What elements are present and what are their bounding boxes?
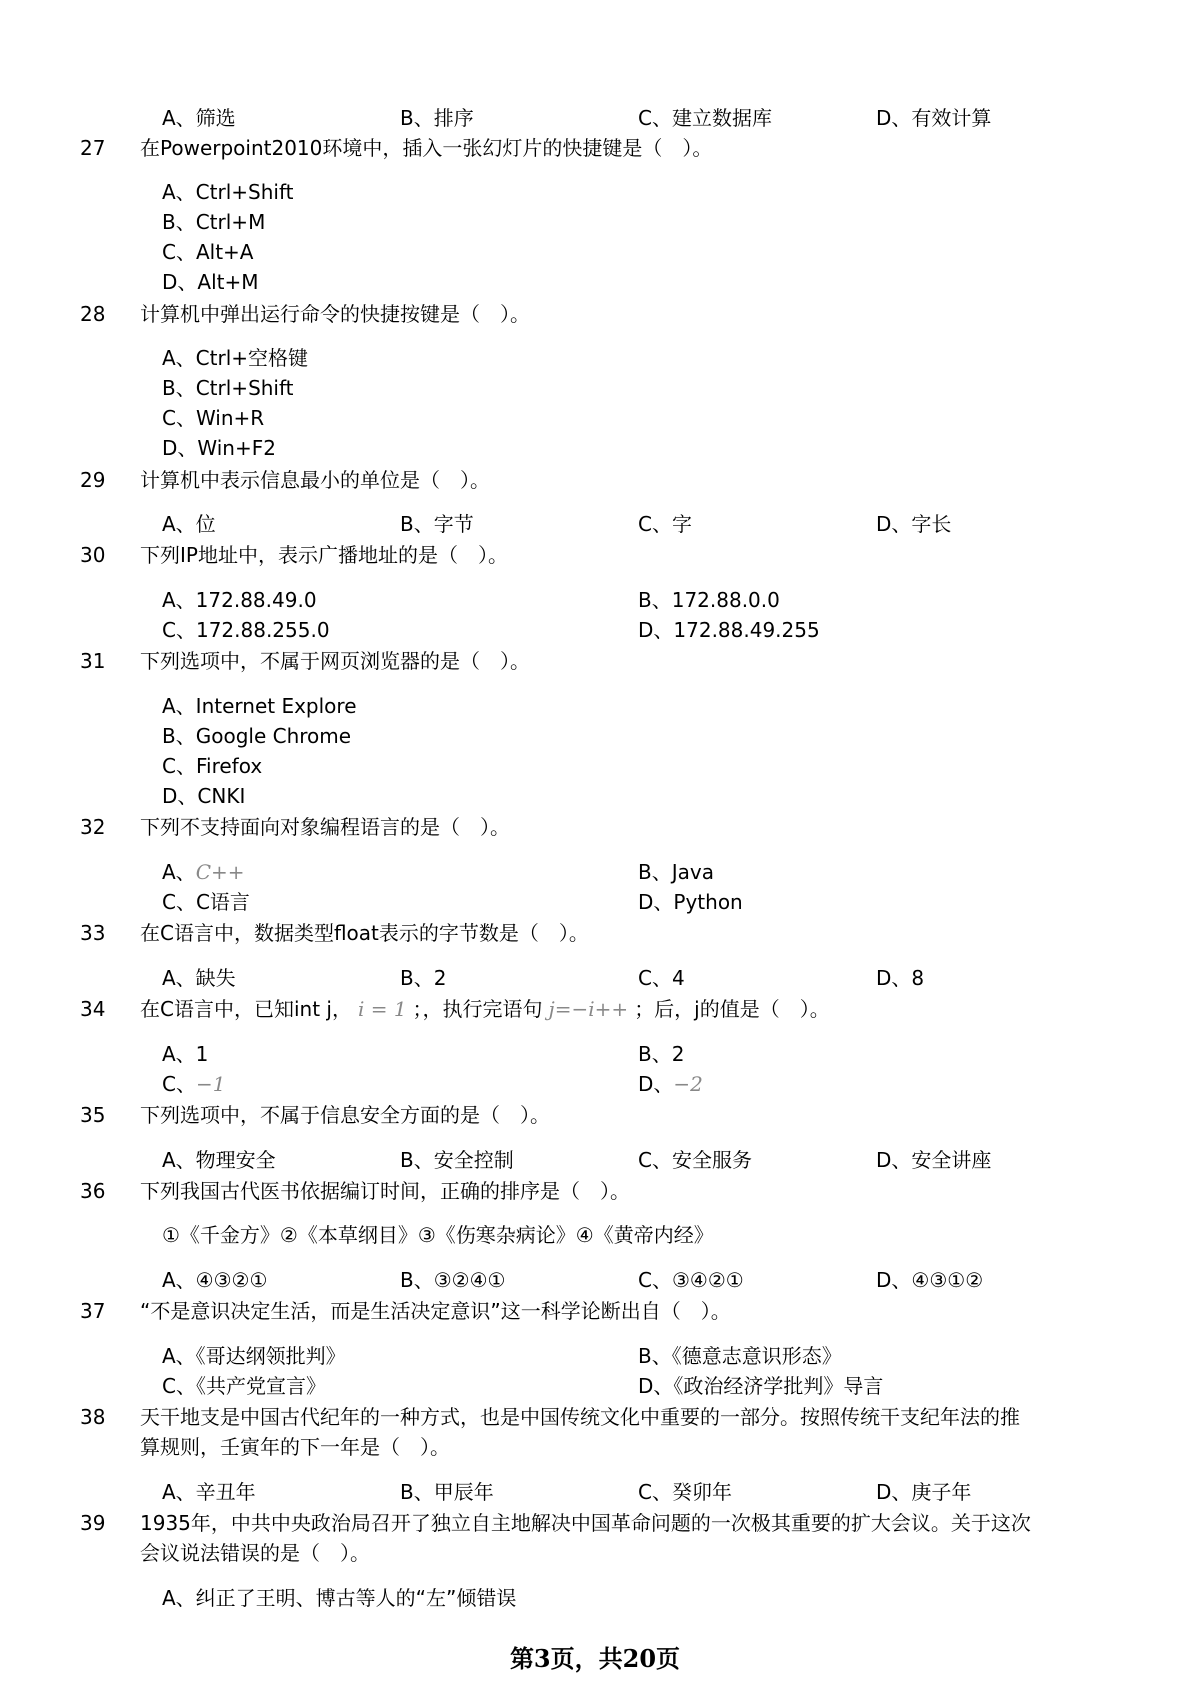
question-number: 38 — [80, 1405, 106, 1429]
answer-option — [638, 586, 780, 614]
option-label: D、字长 — [876, 512, 952, 536]
question-number: 36 — [80, 1179, 106, 1203]
answer-option — [638, 510, 692, 538]
option-label: A、Ctrl+空格键 — [162, 346, 309, 370]
answer-option — [162, 374, 294, 402]
option-label: C、③④②① — [638, 1268, 744, 1292]
answer-option — [162, 1040, 208, 1068]
answer-option — [400, 1478, 494, 1506]
question-text: 计算机中表示信息最小的单位是（ ）。 — [140, 468, 490, 492]
question-text: 1935年，中共中央政治局召开了独立自主地解决中国革命问题的一次极其重要的扩大会议。关于这次 — [140, 1511, 1031, 1535]
option-label: B、Google Chrome — [162, 724, 352, 748]
answer-option — [400, 510, 474, 538]
answer-option — [400, 1146, 514, 1174]
question-number: 39 — [80, 1511, 106, 1535]
question-text: 天干地支是中国古代纪年的一种方式，也是中国传统文化中重要的一部分。按照传统干支纪年法的推 — [140, 1405, 1020, 1429]
question-text: 算规则，壬寅年的下一年是（ ）。 — [140, 1435, 450, 1459]
answer-option — [162, 858, 245, 886]
question-number: 29 — [80, 468, 106, 492]
answer-option — [162, 238, 253, 266]
math-expression: −2 — [673, 1072, 703, 1096]
answer-option — [400, 1266, 505, 1294]
option-label: A、1 — [162, 1042, 209, 1066]
question-text: “不是意识决定生活，而是生活决定意识”这一科学论断出自（ ）。 — [140, 1299, 731, 1323]
question-text-part: ；后，j的值是（ ）。 — [634, 997, 830, 1021]
answer-option — [876, 1146, 991, 1174]
math-expression: C++ — [195, 860, 245, 884]
answer-option — [400, 104, 474, 132]
question-number: 30 — [80, 543, 106, 567]
answer-option — [162, 510, 216, 538]
answer-option — [876, 1478, 971, 1506]
answer-option — [638, 888, 743, 916]
answer-option — [162, 344, 308, 372]
option-label: C、字 — [638, 512, 692, 536]
option-label: A、Ctrl+Shift — [162, 180, 294, 204]
answer-option — [162, 782, 245, 810]
option-label: B、2 — [400, 966, 447, 990]
option-label: D、Win+F2 — [162, 436, 276, 460]
option-label: C、172.88.255.0 — [162, 618, 330, 642]
option-label: D、172.88.49.255 — [638, 618, 820, 642]
answer-option — [162, 1372, 326, 1400]
math-expression: j=−i++ — [548, 997, 629, 1021]
answer-option — [876, 104, 991, 132]
question-text: 计算机中弹出运行命令的快捷按键是（ ）。 — [140, 302, 530, 326]
option-label: C、 — [162, 1072, 196, 1096]
answer-option — [162, 586, 317, 614]
question-number: 27 — [80, 136, 106, 160]
answer-option — [162, 1266, 267, 1294]
option-label: A、④③②① — [162, 1268, 268, 1292]
answer-option — [162, 208, 265, 236]
option-label: C、Firefox — [162, 754, 263, 778]
option-label: C、C语言 — [162, 890, 250, 914]
question-text-part: 在C语言中，已知int j， — [140, 997, 352, 1021]
option-label: D、《政治经济学批判》导言 — [638, 1374, 884, 1398]
question-text: 在Powerpoint2010环境中，插入一张幻灯片的快捷键是（ ）。 — [140, 136, 713, 160]
option-label: C、癸卯年 — [638, 1480, 732, 1504]
option-label: A、缺失 — [162, 966, 236, 990]
question-number: 28 — [80, 302, 106, 326]
answer-option — [162, 1221, 714, 1249]
option-label: D、有效计算 — [876, 106, 992, 130]
option-label: C、Alt+A — [162, 240, 254, 264]
answer-option — [162, 1478, 256, 1506]
option-label: A、物理安全 — [162, 1148, 276, 1172]
math-expression: −1 — [195, 1072, 226, 1096]
option-label: A、辛丑年 — [162, 1480, 256, 1504]
answer-option — [638, 1040, 684, 1068]
answer-option — [400, 964, 446, 992]
option-label: D、安全讲座 — [876, 1148, 992, 1172]
answer-option — [162, 1584, 516, 1612]
answer-option — [638, 1478, 732, 1506]
option-label: D、Python — [638, 890, 743, 914]
question-text: 下列选项中，不属于信息安全方面的是（ ）。 — [140, 1103, 550, 1127]
answer-option — [876, 964, 924, 992]
answer-option — [638, 616, 820, 644]
option-label: C、建立数据库 — [638, 106, 772, 130]
option-label: C、《共产党宣言》 — [162, 1374, 326, 1398]
answer-option — [162, 616, 330, 644]
option-label: B、排序 — [400, 106, 474, 130]
option-label: B、2 — [638, 1042, 685, 1066]
option-label: B、Ctrl+M — [162, 210, 266, 234]
option-label: B、Java — [638, 860, 714, 884]
page-footer: 第3页，共20页 — [509, 1644, 681, 1673]
answer-option — [162, 692, 357, 720]
option-label: D、CNKI — [162, 784, 246, 808]
option-label: A、筛选 — [162, 106, 236, 130]
question-number: 34 — [80, 997, 106, 1021]
option-label: B、172.88.0.0 — [638, 588, 780, 612]
answer-option — [638, 104, 772, 132]
answer-option — [162, 1070, 225, 1098]
option-label: D、④③①② — [876, 1268, 984, 1292]
answer-option — [638, 1372, 883, 1400]
answer-option — [162, 722, 351, 750]
option-label: B、《德意志意识形态》 — [638, 1344, 842, 1368]
question-text: 下列我国古代医书依据编订时间，正确的排序是（ ）。 — [140, 1179, 630, 1203]
answer-option — [162, 1146, 276, 1174]
answer-option — [162, 964, 236, 992]
question-text: 下列IP地址中，表示广播地址的是（ ）。 — [140, 543, 508, 567]
option-label: A、《哥达纲领批判》 — [162, 1344, 346, 1368]
answer-option — [638, 1342, 842, 1370]
question-text-part: ；，执行完语句 — [412, 997, 543, 1021]
question-text: 下列选项中，不属于网页浏览器的是（ ）。 — [140, 649, 530, 673]
answer-option — [162, 178, 293, 206]
option-label: A、纠正了王明、博古等人的“左”倾错误 — [162, 1586, 517, 1610]
answer-option — [162, 268, 259, 296]
option-label: D、8 — [876, 966, 925, 990]
question-number: 33 — [80, 921, 106, 945]
answer-option — [162, 404, 264, 432]
answer-option — [876, 1266, 983, 1294]
question-number: 35 — [80, 1103, 106, 1127]
option-label: A、位 — [162, 512, 216, 536]
question-number: 37 — [80, 1299, 106, 1323]
question-text — [140, 995, 830, 1023]
answer-option — [638, 1070, 703, 1098]
option-label: B、安全控制 — [400, 1148, 514, 1172]
answer-option — [162, 1342, 346, 1370]
option-label: C、Win+R — [162, 406, 265, 430]
option-label: A、172.88.49.0 — [162, 588, 317, 612]
answer-option — [638, 1146, 752, 1174]
option-label: D、 — [638, 1072, 674, 1096]
option-label: D、Alt+M — [162, 270, 259, 294]
question-text: 在C语言中，数据类型float表示的字节数是（ ）。 — [140, 921, 589, 945]
option-label: C、4 — [638, 966, 685, 990]
option-label: ①《千金方》②《本草纲目》③《伤寒杂病论》④《黄帝内经》 — [162, 1223, 714, 1247]
option-label: C、安全服务 — [638, 1148, 752, 1172]
option-label: B、字节 — [400, 512, 474, 536]
answer-option — [162, 752, 262, 780]
question-text: 下列不支持面向对象编程语言的是（ ）。 — [140, 815, 510, 839]
question-number: 32 — [80, 815, 106, 839]
answer-option — [162, 434, 276, 462]
answer-option — [638, 964, 685, 992]
answer-option — [162, 888, 250, 916]
answer-option — [638, 1266, 744, 1294]
option-label: D、庚子年 — [876, 1480, 972, 1504]
option-label: A、Internet Explore — [162, 694, 357, 718]
answer-option — [638, 858, 714, 886]
option-label: B、Ctrl+Shift — [162, 376, 294, 400]
question-text: 会议说法错误的是（ ）。 — [140, 1541, 370, 1565]
answer-option — [876, 510, 951, 538]
option-label: B、甲辰年 — [400, 1480, 494, 1504]
option-label: A、 — [162, 860, 196, 884]
question-number: 31 — [80, 649, 106, 673]
math-expression: i = 1 — [357, 997, 407, 1021]
answer-option — [162, 104, 236, 132]
option-label: B、③②④① — [400, 1268, 506, 1292]
